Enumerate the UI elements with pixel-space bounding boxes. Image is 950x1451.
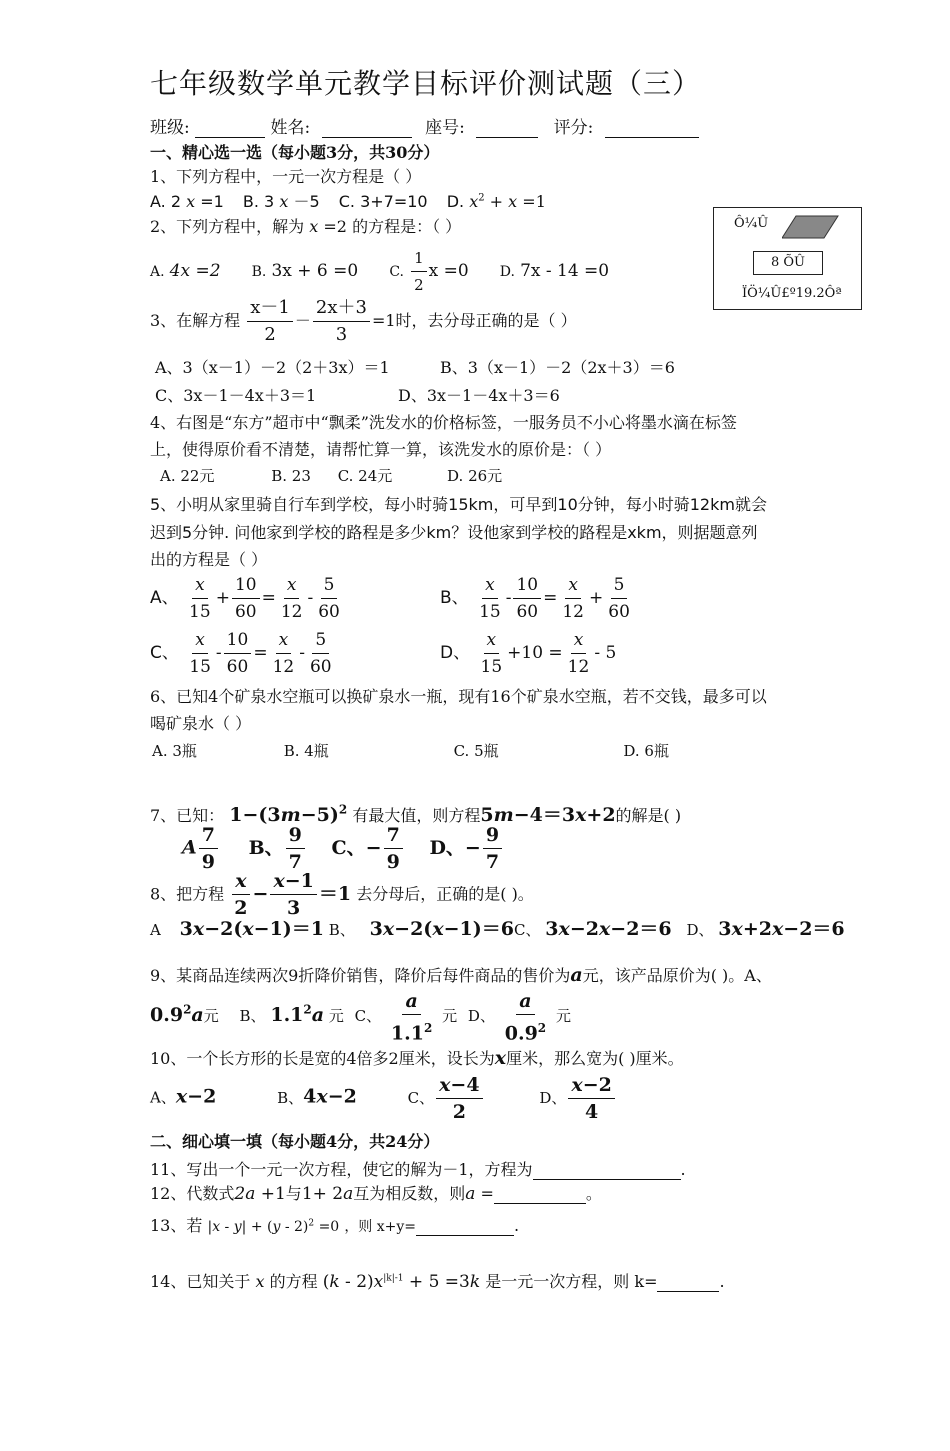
seat-blank[interactable] bbox=[476, 119, 538, 138]
section-2-heading: 二、细心填一填（每小题4分，共24分） bbox=[150, 1132, 440, 1151]
q14: 14、已知关于 x 的方程 $(k - 2)x^{|k|-1} + 5 =3k$ 是一元一次方程，则 k= . bbox=[150, 1272, 725, 1292]
q3-option-c: C、3x－1－4x＋3＝1 bbox=[155, 386, 317, 405]
q10-stem: 10、一个长方形的长是宽的4倍多2厘米，设长为x厘米，那么宽为( )厘米。 bbox=[150, 1047, 684, 1069]
q6-options: A. 3瓶 B. 4瓶 C. 5瓶 D. 6瓶 bbox=[152, 742, 669, 760]
q12: 12、代数式2a +1与1+ 2a互为相反数，则a = 。 bbox=[150, 1184, 602, 1204]
q13: 13、若 |x - y| + (y - 2)$^2$ =0 ，则 x+y= . bbox=[150, 1216, 520, 1235]
q4-line-2: 上，使得原价看不清楚，请帮忙算一算，该洗发水的原价是：（ ） bbox=[150, 440, 612, 459]
q5-option-c: C、 $\frac{x}{15}$ - $\frac{10}{60}$ = $\frac{x}{12}$ - $\frac{5}{60}$ bbox=[150, 627, 337, 680]
name-label: 姓名: bbox=[270, 118, 311, 138]
q5-option-b: B、 $\frac{x}{15}$ - $\frac{10}{60}$ = $\frac{x}{12}$ + $\frac{5}{60}$ bbox=[440, 572, 635, 625]
q5-option-a: A、 $\frac{x}{15}$ + $\frac{10}{60}$ = $\frac{x}{12}$ - $\frac{5}{60}$ bbox=[150, 572, 345, 625]
q8-options: A 3x−2(x−1)＝1 B、 3x−2(x−1)＝6C、 3x−2x−2＝6 D、 3x+2x−2＝6 bbox=[150, 918, 845, 940]
q11-answer-blank[interactable] bbox=[533, 1161, 681, 1180]
q5-line-3: 出的方程是（ ） bbox=[150, 550, 268, 569]
q6-line-1: 6、已知4个矿泉水空瓶可以换矿泉水一瓶，现有16个矿泉水空瓶，若不交钱，最多可以 bbox=[150, 687, 767, 706]
q7-options: A $\frac{7}{9}$ B、 $\frac{9}{7}$ C、− $\frac{7}{9}$ D、− $\frac{9}{7}$ bbox=[182, 822, 504, 875]
q9-options: $0.9^2a$元 B、 $1.1^2a$ 元 C、 $\frac{a}{1.1^2}$ 元 D、 $\frac{a}{0.9^2}$ 元 bbox=[150, 990, 571, 1045]
q7-stem: 7、已知： $1-(3m-5)^2$ 有最大值，则方程5m−4＝3x+2的解是( ) bbox=[150, 802, 682, 826]
q2-stem: 2、下列方程中，解为 x =2 的方程是：（ ） bbox=[150, 217, 462, 236]
section-1-heading: 一、精心选一选（每小题3分，共30分） bbox=[150, 143, 440, 162]
q3-stem: 3、在解方程 $\frac{x-1}{2}$ － $\frac{2x+3}{3}$ =1时，去分母正确的是（ ） bbox=[150, 297, 577, 345]
q3-option-b: B、3（x－1）－2（2x＋3）＝6 bbox=[440, 358, 675, 377]
score-blank[interactable] bbox=[605, 119, 699, 138]
ink-blot-icon bbox=[782, 214, 840, 240]
q5-option-d: D、 $\frac{x}{15}$ +10 = $\frac{x}{12}$ - 5 bbox=[440, 627, 616, 680]
price-tag-discount: 8 ÕÛ bbox=[753, 251, 823, 275]
price-tag-original-label: Ô¼Û bbox=[734, 216, 769, 231]
page-title: 七年级数学单元教学目标评价测试题（三） bbox=[150, 67, 702, 100]
q3-option-d: D、3x－1－4x＋3＝6 bbox=[398, 386, 560, 405]
q5-line-1: 5、小明从家里骑自行车到学校，每小时骑15km，可早到10分钟，每小时骑12km就会 bbox=[150, 495, 767, 514]
q13-answer-blank[interactable] bbox=[416, 1217, 514, 1236]
q4-options: A. 22元 B. 23 C. 24元 D. 26元 bbox=[160, 467, 503, 485]
score-label: 评分: bbox=[553, 118, 594, 138]
price-tag bbox=[713, 207, 862, 310]
q8-stem: 8、把方程 $\frac{x}{2}$ − $\frac{x-1}{3}$ ＝1 去分母后，正确的是( )。 bbox=[150, 870, 534, 919]
q6-line-2: 喝矿泉水（ ） bbox=[150, 714, 252, 733]
q2-options: A. 4x =2 B. 3x + 6 =0 C. $\frac{1}{2}$ x =0 D. 7x - 14 =0 bbox=[150, 245, 609, 298]
q4-line-1: 4、右图是“东方”超市中“飘柔”洗发水的价格标签，一服务员不小心将墨水滴在标签 bbox=[150, 413, 737, 432]
seat-label: 座号: bbox=[425, 118, 465, 138]
price-tag-current-price: ÏÖ¼Û£º19.2Ôª bbox=[742, 286, 842, 301]
class-blank[interactable] bbox=[195, 119, 265, 138]
q1-stem: 1、下列方程中，一元一次方程是（ ） bbox=[150, 167, 422, 186]
q5-line-2: 迟到5分钟. 问他家到学校的路程是多少km？设他家到学校的路程是xkm，则据题意列 bbox=[150, 523, 758, 542]
q11: 11、写出一个一元一次方程，使它的解为－1，方程为 . bbox=[150, 1160, 686, 1179]
q9-stem: 9、某商品连续两次9折降价销售，降价后每件商品的售价为a元，该产品原价为( )。A、 bbox=[150, 964, 772, 986]
q10-options: A、x−2 B、4x−2 C、 $\frac{x-4}{2}$ D、 $\frac{x-2}{4}$ bbox=[150, 1072, 617, 1125]
name-blank[interactable] bbox=[322, 119, 412, 138]
q12-answer-blank[interactable] bbox=[494, 1185, 586, 1204]
class-label: 班级: bbox=[150, 118, 190, 138]
q3-option-a: A、3（x－1）－2（2＋3x）＝1 bbox=[155, 358, 390, 377]
q1-options: A. 2 x =1 B. 3 x －5 C. 3+7=10 D. $x^2 + x =1$ bbox=[150, 192, 546, 211]
q14-answer-blank[interactable] bbox=[657, 1273, 719, 1292]
student-info-line bbox=[150, 113, 699, 138]
